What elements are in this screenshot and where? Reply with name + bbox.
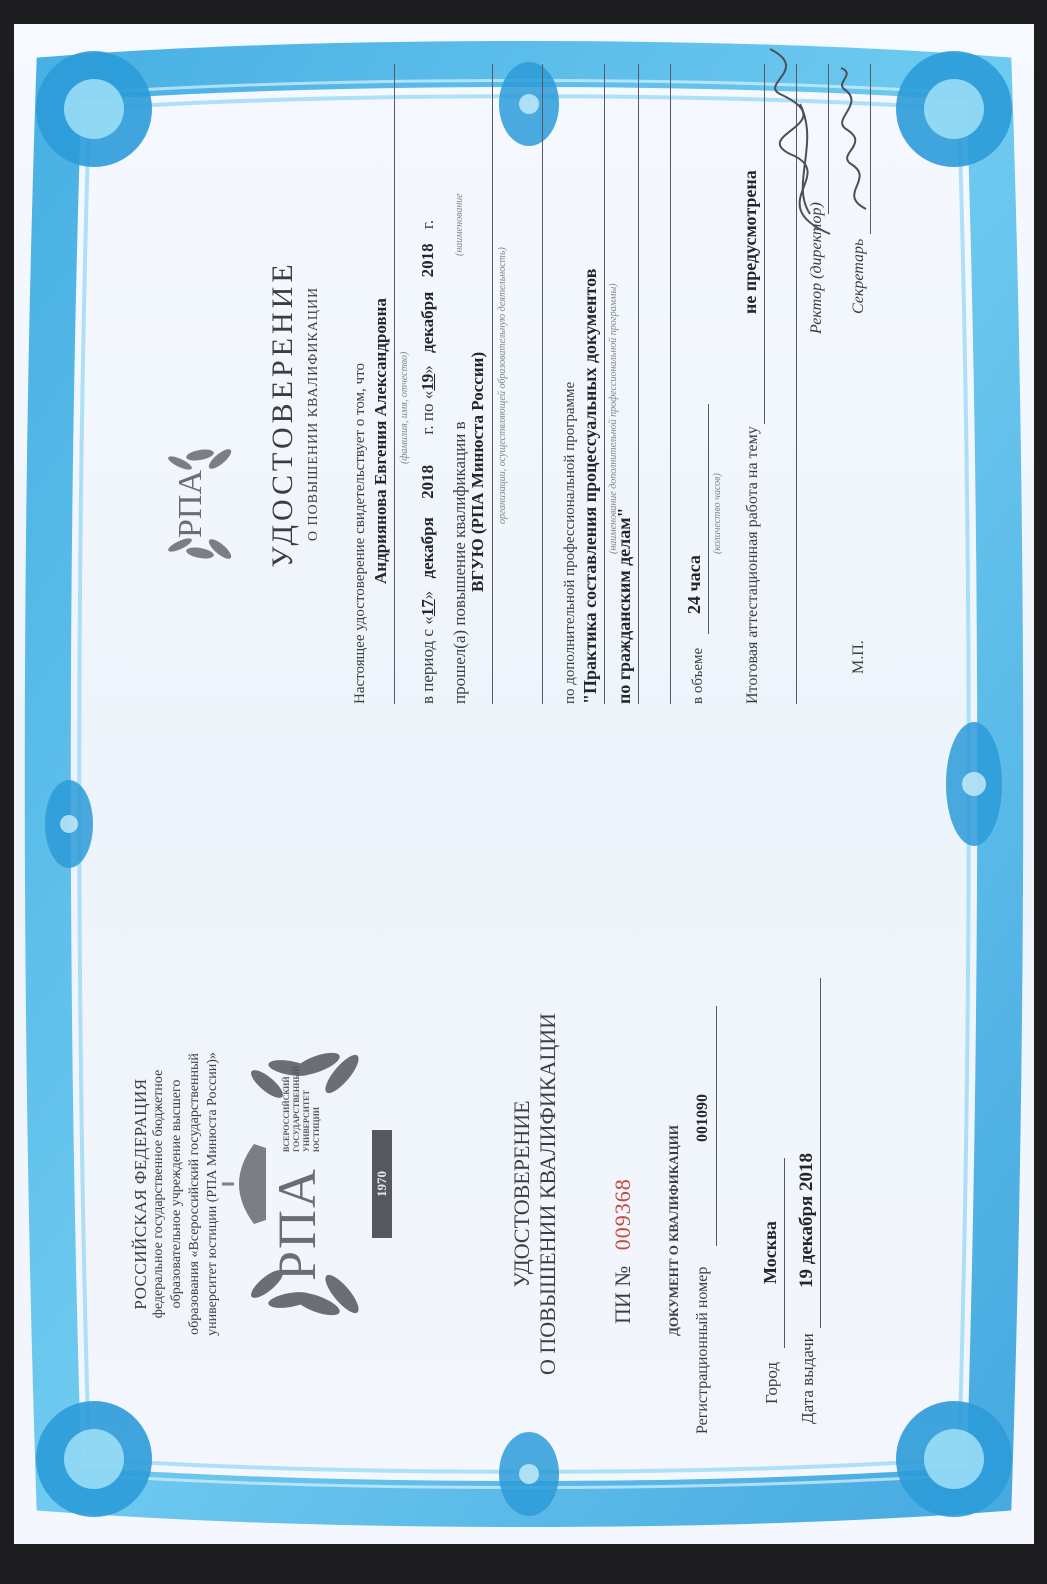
city-label: Город: [762, 1362, 781, 1404]
issuer-line-3: образования «Всероссийский государственный: [187, 1053, 202, 1335]
issue-date-label: Дата выдачи: [798, 1333, 817, 1424]
organization-caption-1: (наименование: [454, 193, 465, 256]
intro-text: Настоящее удостоверение свидетельствует о том, что: [352, 363, 368, 704]
volume-caption: (количество часов): [712, 473, 723, 554]
city-underline: [784, 1158, 785, 1348]
series-number: 009368: [610, 1178, 635, 1251]
organization-caption-2: организации, осуществляющей образовательную деятельность): [497, 247, 508, 524]
start-quote: »: [418, 590, 437, 600]
organization-value: ВГУЮ (РПА Минюста России): [468, 351, 487, 592]
cover-panel: [14, 804, 1047, 1584]
certificate-paper: [14, 24, 1034, 1544]
issuer-line-2: образовательное учреждение высшего: [169, 1079, 184, 1309]
year-suffix: г.: [418, 219, 437, 230]
logo-ribbon-line-1: ВСЕРОССИЙСКИЙ: [282, 1076, 291, 1152]
series-label: ПИ №: [610, 1265, 635, 1324]
program-caption: (наименование дополнительной профессиональной программы): [608, 283, 619, 554]
logo-ribbon: [282, 1062, 322, 1152]
volume-underline: [708, 404, 709, 634]
program-line-1: "Практика составления процессуальных документов: [580, 268, 600, 704]
issue-date-underline: [820, 978, 821, 1328]
registration-label: Регистрационный номер: [694, 1266, 711, 1434]
to-text: г. по «: [418, 390, 437, 435]
volume-value: 24 часа: [684, 555, 704, 614]
period-prefix: в период с «: [418, 616, 437, 704]
program-intro: по дополнительной профессиональной программе: [562, 381, 578, 704]
full-name-caption: (фамилия, имя, отчество): [399, 351, 410, 464]
issuer-country: РОССИЙСКАЯ ФЕДЕРАЦИЯ: [131, 1078, 150, 1310]
secretary-label: Секретарь: [850, 238, 867, 314]
cover-title: [509, 994, 561, 1394]
cover-title-line-1: УДОСТОВЕРЕНИЕ: [509, 1100, 534, 1288]
city-value: Москва: [760, 1221, 780, 1284]
end-month: декабря: [418, 291, 437, 354]
series-number-row: [610, 1178, 636, 1324]
issuer-line-4: университет юстиции (РПА Минюста России)»: [205, 1052, 220, 1336]
issue-date-value: 19 декабря 2018: [796, 1152, 817, 1288]
volume-label: в объеме: [690, 647, 706, 704]
period-row: [418, 220, 438, 704]
small-logo-letters: РПА: [172, 469, 209, 539]
document-type: ДОКУМЕНТ О КВАЛИФИКАЦИИ: [666, 1125, 681, 1336]
cover-title-line-2: О ПОВЫШЕНИИ КВАЛИФИКАЦИИ: [535, 1013, 560, 1375]
program-underline-1: [604, 64, 605, 704]
end-day: 19: [418, 373, 437, 391]
seal-label: М.П.: [850, 640, 867, 674]
start-day: 17: [418, 599, 437, 617]
end-quote: »: [418, 365, 437, 374]
logo-letters: РПА: [267, 1166, 327, 1282]
logo-ribbon-line-3: УНИВЕРСИТЕТ: [302, 1090, 311, 1152]
logo-year: 1970: [374, 1171, 389, 1197]
end-year: 2018: [418, 243, 437, 278]
full-name-underline: [394, 64, 395, 704]
issuer-block: [132, 994, 222, 1394]
full-name: Андриянова Евгения Александровна: [371, 298, 390, 584]
certificate-spread: [14, 24, 1047, 1584]
secretary-signature: [826, 64, 886, 214]
start-month: декабря: [418, 517, 437, 579]
rector-label: Ректор (директор): [808, 202, 825, 334]
registration-underline: [716, 1006, 717, 1246]
organization-underline: [492, 64, 493, 704]
passed-text: прошел(а) повышение квалификации в: [450, 421, 469, 704]
final-work-label: Итоговая аттестационная работа на тему: [744, 426, 761, 704]
content-subtitle: О ПОВЫШЕНИИ КВАЛИФИКАЦИИ: [306, 286, 321, 542]
program-underline-2: [638, 64, 639, 704]
registration-row: [694, 1267, 712, 1434]
registration-number: 001090: [694, 1094, 711, 1142]
final-work-value: не предусмотрена: [740, 170, 760, 314]
program-line-2: по гражданским делам": [614, 507, 634, 704]
logo-ribbon-line-2: ГОСУДАРСТВЕННЫЙ: [292, 1065, 301, 1152]
blank-underline-2: [670, 64, 671, 704]
content-panel: [14, 24, 1047, 804]
issuer-line-1: федеральное государственное бюджетное: [151, 1069, 166, 1319]
logo-ribbon-line-4: ЮСТИЦИИ: [312, 1106, 321, 1152]
start-year: 2018: [418, 464, 437, 499]
content-title: УДОСТОВЕРЕНИЕ: [266, 260, 299, 568]
blank-underline: [542, 64, 543, 704]
